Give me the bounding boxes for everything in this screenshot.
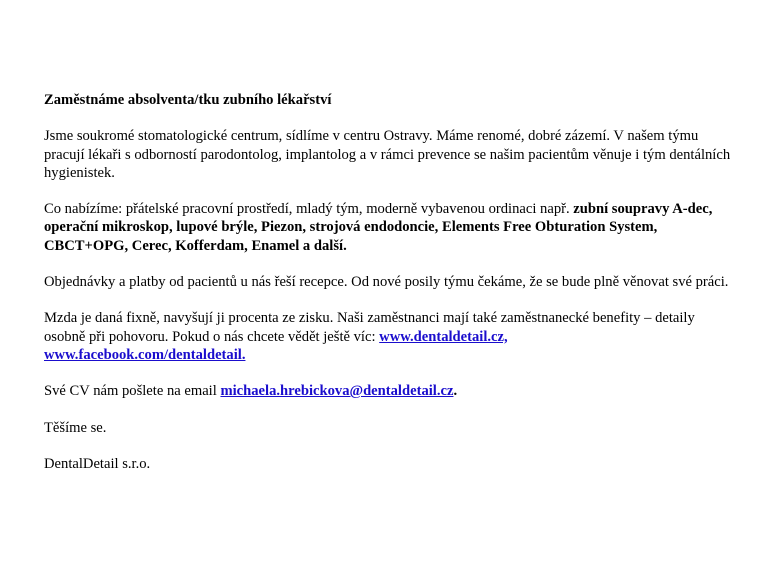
closing-paragraph: Těšíme se. <box>44 419 107 436</box>
equipment-list-text: zubní soupravy A-dec, operační mikroskop, lupové brýle, Piezon, strojová endodoncie, Elements Free Obturation System, CBCT+OPG, Cerec, Kofferdam, Enamel a další. <box>44 201 713 254</box>
cv-paragraph <box>44 382 734 400</box>
cv-end-period: . <box>453 383 458 400</box>
salary-paragraph <box>44 309 734 364</box>
page-title: Zaměstnáme absolventa/tku zubního lékařství <box>44 92 332 108</box>
email-link[interactable]: michaela.hrebickova@dentaldetail.cz <box>220 383 454 400</box>
cv-text: Své CV nám pošlete na email <box>44 383 221 400</box>
website-link[interactable]: www.dentaldetail.cz, <box>379 328 508 345</box>
intro-paragraph: Jsme soukromé stomatologické centrum, sídlíme v centru Ostravy. Máme renomé, dobré zázemí. V našem týmu pracují lékaři s odborností parodontolog, implantolog a v rámci prevence se našim pacientům věnuje i tým dentálních hygienistek. <box>44 128 731 181</box>
reception-paragraph: Objednávky a platby od pacientů u nás řeší recepce. Od nové posily týmu čekáme, že se bude plně věnovat své práci. <box>44 273 729 290</box>
offer-intro-text: Co nabízíme: přátelské pracovní prostředí, mladý tým, moderně vybavenou ordinaci např. <box>44 201 574 218</box>
offer-paragraph <box>44 200 734 255</box>
salary-text: Mzda je daná fixně, navyšují ji procenta ze zisku. Naši zaměstnanci mají také zaměstnanecké benefity – detaily osobně při pohovoru. Pokud o nás chcete vědět ještě víc: <box>44 310 695 345</box>
signature: DentalDetail s.r.o. <box>44 455 151 472</box>
document-body <box>44 91 734 491</box>
facebook-link[interactable]: www.facebook.com/dentaldetail. <box>44 346 246 363</box>
